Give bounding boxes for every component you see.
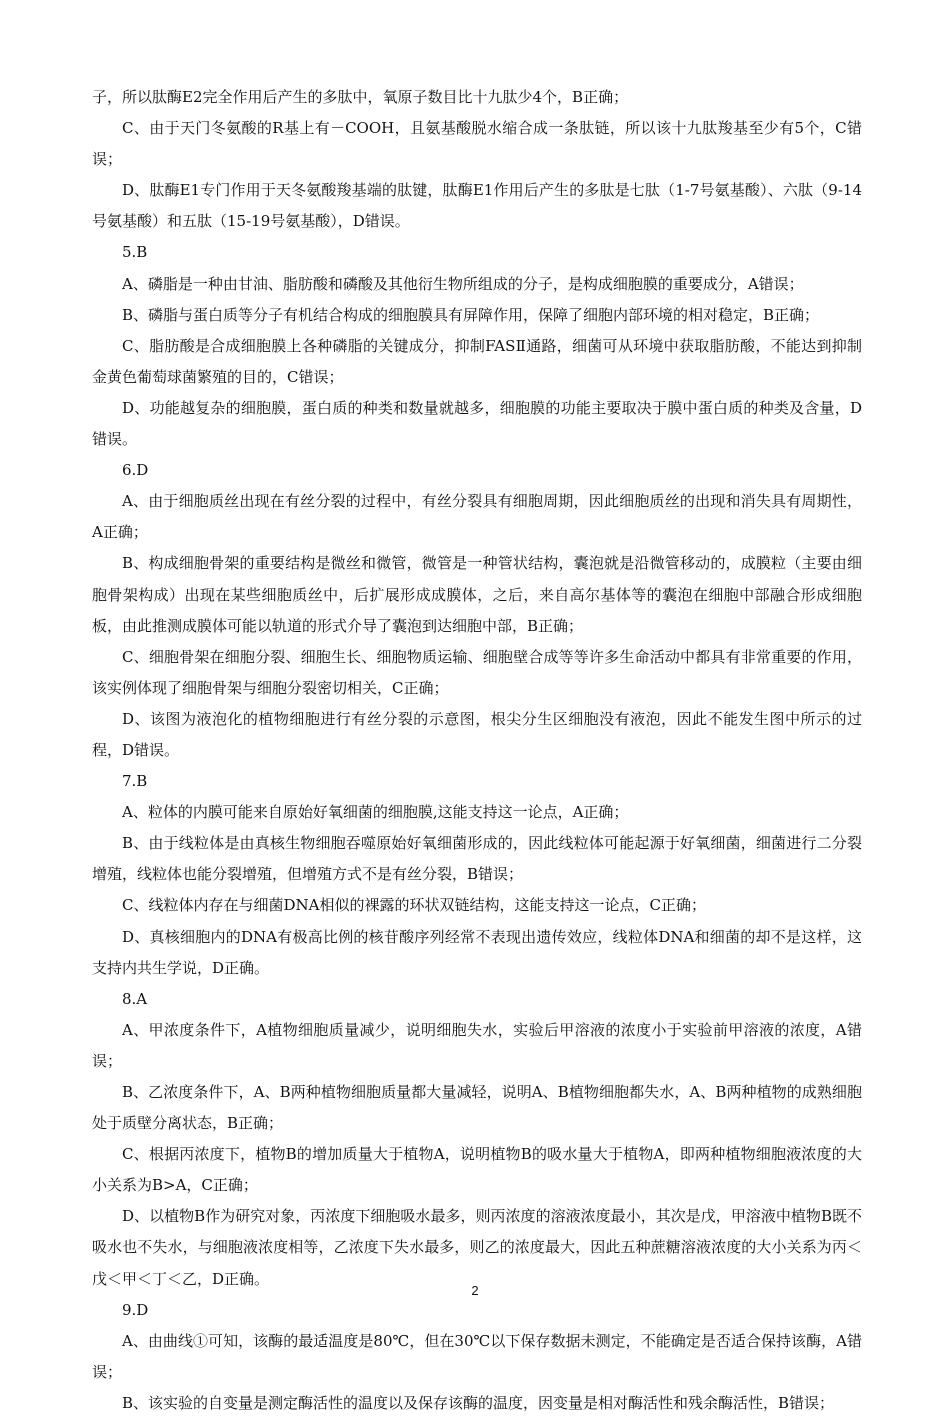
- explanation-paragraph: B、由于线粒体是由真核生物细胞吞噬原始好氧细菌形成的，因此线粒体可能起源于好氧细菌，细菌进行二分裂增殖，线粒体也能分裂增殖，但增殖方式不是有丝分裂，B错误；: [92, 834, 862, 884]
- explanation-paragraph: D、真核细胞内的DNA有极高比例的核苷酸序列经常不表现出遗传效应，线粒体DNA和细菌的却不是这样，这支持内共生学说，D正确。: [92, 927, 862, 977]
- explanation-paragraph: D、该图为液泡化的植物细胞进行有丝分裂的示意图，根尖分生区细胞没有液泡，因此不能发生图中所示的过程，D错误。: [92, 709, 862, 759]
- explanation-paragraph: B、构成细胞骨架的重要结构是微丝和微管，微管是一种管状结构，囊泡就是沿微管移动的，成膜粒（主要由细胞骨架构成）出现在某些细胞质丝中，后扩展形成成膜体，之后，来自高尔基体等的囊泡在细胞中部融合形成细胞板，由此推测成膜体可能以轨道的形式介导了囊泡到达细胞中部，B正确；: [92, 554, 862, 635]
- answer-explanation-text: [92, 82, 862, 1419]
- explanation-paragraph: C、脂肪酸是合成细胞膜上各种磷脂的关键成分，抑制FASⅡ通路，细菌可从环境中获取脂肪酸，不能达到抑制金黄色葡萄球菌繁殖的目的，C错误；: [92, 336, 862, 386]
- question-answer-key: 5.B: [122, 243, 148, 262]
- explanation-paragraph: C、细胞骨架在细胞分裂、细胞生长、细胞物质运输、细胞壁合成等等许多生命活动中都具有非常重要的作用，该实例体现了细胞骨架与细胞分裂密切相关，C正确；: [92, 647, 862, 697]
- page-number: 2: [471, 1283, 479, 1298]
- explanation-paragraph: C、线粒体内存在与细菌DNA相似的裸露的环状双链结构，这能支持这一论点，C正确；: [122, 896, 706, 915]
- question-answer-key: 7.B: [122, 772, 148, 791]
- explanation-paragraph: C、由于天门冬氨酸的R基上有－COOH，且氨基酸脱水缩合成一条肽链，所以该十九肽羧基至少有5个，C错误；: [92, 119, 862, 169]
- explanation-paragraph: D、功能越复杂的细胞膜，蛋白质的种类和数量就越多，细胞膜的功能主要取决于膜中蛋白质的种类及含量，D错误。: [92, 398, 862, 449]
- question-answer-key: 9.D: [122, 1300, 149, 1319]
- explanation-paragraph: D、以植物B作为研究对象，丙浓度下细胞吸水最多，则丙浓度的溶液浓度最小，其次是戊，甲溶液中植物B既不吸水也不失水，与细胞液浓度相等，乙浓度下失水最多，则乙的浓度最大，因此五种蔗糖溶液浓度的大小关系为丙＜戊＜甲＜丁＜乙，D正确。: [92, 1207, 862, 1288]
- explanation-paragraph: A、粒体的内膜可能来自原始好氧细菌的细胞膜,这能支持这一论点，A正确；: [122, 803, 629, 822]
- explanation-paragraph: D、肽酶E1专门作用于天冬氨酸羧基端的肽键，肽酶E1作用后产生的多肽是七肽（1-7号氨基酸）、六肽（9-14号氨基酸）和五肽（15-19号氨基酸），D错误。: [92, 181, 862, 231]
- explanation-paragraph: B、乙浓度条件下，A、B两种植物细胞质量都大量减轻，说明A、B植物细胞都失水，A、B两种植物的成熟细胞处于质壁分离状态，B正确；: [92, 1083, 862, 1133]
- explanation-paragraph: B、该实验的自变量是测定酶活性的温度以及保存该酶的温度，因变量是相对酶活性和残余酶活性，B错误；: [122, 1393, 835, 1412]
- question-answer-key: 6.D: [122, 461, 149, 480]
- explanation-paragraph: C、根据丙浓度下，植物B的增加质量大于植物A，说明植物B的吸水量大于植物A，即两种植物细胞液浓度的大小关系为B>A，C正确；: [92, 1145, 862, 1195]
- explanation-paragraph: A、磷脂是一种由甘油、脂肪酸和磷酸及其他衍生物所组成的分子，是构成细胞膜的重要成分，A错误；: [122, 274, 804, 293]
- explanation-paragraph: A、由曲线①可知，该酶的最适温度是80℃，但在30℃以下保存数据未测定，不能确定是否适合保持该酶，A错误；: [92, 1331, 862, 1381]
- explanation-paragraph: A、由于细胞质丝出现在有丝分裂的过程中，有丝分裂具有细胞周期，因此细胞质丝的出现和消失具有周期性，A正确；: [92, 492, 862, 542]
- explanation-paragraph: 子，所以肽酶E2完全作用后产生的多肽中，氧原子数目比十九肽少4个，B正确；: [92, 88, 629, 106]
- explanation-paragraph: A、甲浓度条件下，A植物细胞质量减少，说明细胞失水，实验后甲溶液的浓度小于实验前甲溶液的浓度，A错误；: [92, 1020, 862, 1070]
- question-answer-key: 8.A: [122, 989, 148, 1008]
- explanation-paragraph: B、磷脂与蛋白质等分子有机结合构成的细胞膜具有屏障作用，保障了细胞内部环境的相对稳定，B正确；: [122, 305, 820, 324]
